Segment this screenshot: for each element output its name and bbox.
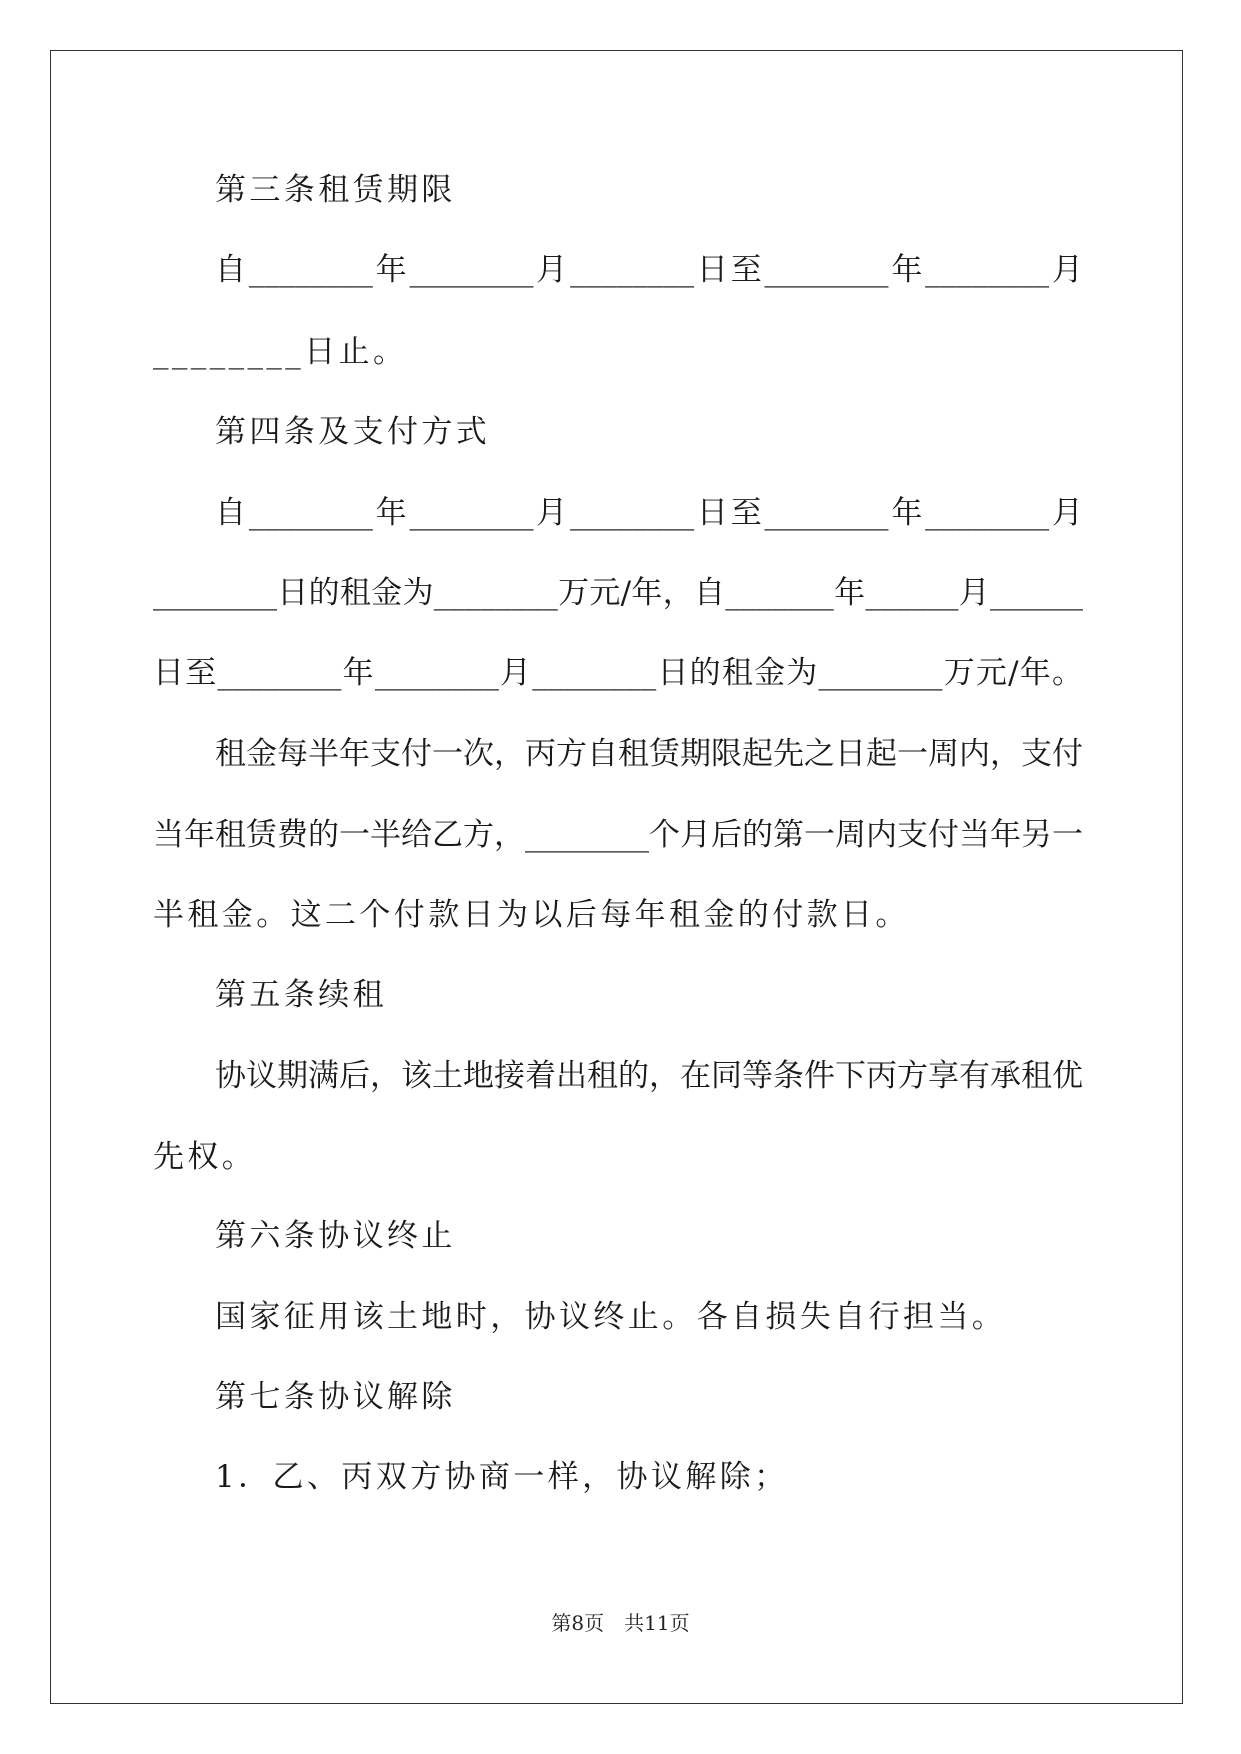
article-5-heading: 第五条续租 <box>215 977 387 1013</box>
payment-paragraph-line-3: 半租金。这二个付款日为以后每年租金的付款日。 <box>153 897 910 933</box>
page-border <box>50 50 1183 1704</box>
article-4-heading: 第四条及支付方式 <box>215 414 491 450</box>
article-4-text-line-1: 自________年________月________日至________年________月 <box>215 495 1083 531</box>
article-7-heading: 第七条协议解除 <box>215 1379 456 1415</box>
article-3-text-line-1: 自________年________月________日至________年________月 <box>215 252 1083 288</box>
payment-paragraph-line-1: 租金每半年支付一次，丙方自租赁期限起先之日起一周内，支付 <box>215 736 1083 772</box>
payment-paragraph-line-2: 当年租赁费的一半给乙方，________个月后的第一周内支付当年另一 <box>153 817 1083 853</box>
article-5-text-line-1: 协议期满后，该土地接着出租的，在同等条件下丙方享有承租优 <box>215 1058 1083 1094</box>
page-number: 第8页 共11页 <box>551 1611 690 1635</box>
article-6-heading: 第六条协议终止 <box>215 1218 456 1254</box>
article-5-text-line-2: 先权。 <box>153 1139 257 1175</box>
article-6-text: 国家征用该土地时，协议终止。各自损失自行担当。 <box>215 1299 1007 1335</box>
article-4-text-line-3: 日至________年________月________日的租金为________万元/年。 <box>153 655 1083 691</box>
article-4-text-line-2: ________日的租金为________万元/年，自_______年______月______ <box>153 575 1083 611</box>
article-3-heading: 第三条租赁期限 <box>215 172 456 208</box>
article-7-item-1: 1．乙、丙双方协商一样，协议解除； <box>215 1459 789 1495</box>
article-3-text-line-2: ________日止。 <box>153 334 408 370</box>
